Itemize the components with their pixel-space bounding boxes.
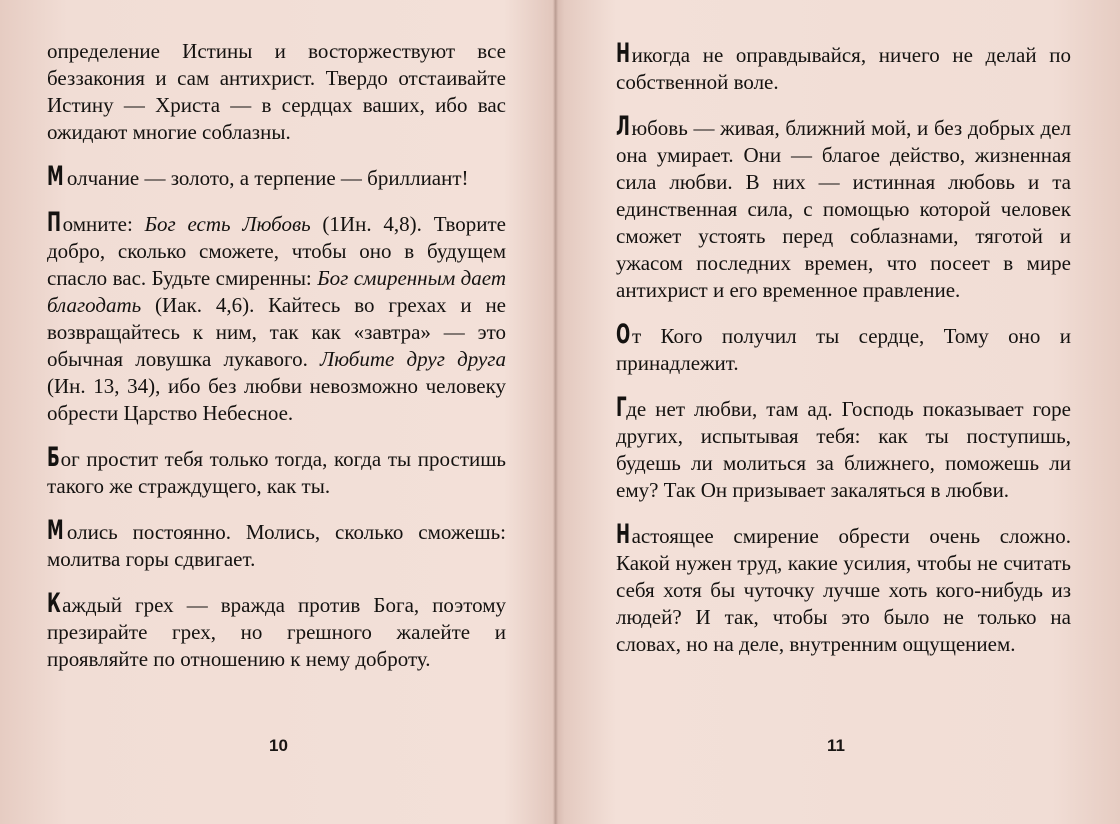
paragraph-text: (Иак. 4,6). Кайтесь во грехах и не возвращайтесь к ним, так как «завтра» — это обычная ловушка лукавого.: [47, 293, 506, 371]
paragraph-text: (1Ин. 4,8). Творите добро, сколько сможете, чтобы оно в будущем спасло вас. Будьте смиренны:: [47, 212, 506, 290]
paragraph-text: икогда не оправдывайся, ничего не делай по собственной воле.: [616, 43, 1071, 94]
paragraph: [47, 207, 506, 427]
scripture-quote: Бог есть Любовь: [144, 212, 311, 236]
scripture-quote: Бог смиренным дает благодать: [47, 266, 506, 317]
left-page: [0, 0, 556, 824]
right-page: [558, 0, 1120, 824]
paragraph: [47, 442, 506, 500]
paragraph: [47, 515, 506, 573]
paragraph-text: аждый грех — вражда против Бога, поэтому презирайте грех, но грешного жалейте и проявляйте по отношению к нему доброту.: [47, 593, 506, 671]
paragraph-text: (Ин. 13, 34), ибо без любви невозможно человеку обрести Царство Небесное.: [47, 374, 506, 425]
drop-cap: О: [616, 319, 631, 350]
drop-cap: М: [47, 161, 64, 192]
drop-cap: Г: [616, 392, 627, 423]
paragraph-text: т Кого получил ты сердце, Тому оно и принадлежит.: [616, 324, 1071, 375]
drop-cap: М: [47, 515, 64, 546]
paragraph-text: олчание — золото, а терпение — бриллиант!: [66, 166, 469, 190]
left-page-text: [47, 38, 506, 692]
drop-cap: Л: [616, 111, 630, 142]
paragraph: [616, 38, 1071, 96]
drop-cap: П: [47, 207, 62, 238]
paragraph-text: омните:: [62, 212, 145, 236]
paragraph: [616, 111, 1071, 304]
paragraph: [47, 38, 506, 146]
paragraph-text: юбовь — живая, ближний мой, и без добрых дел она умирает. Они — благое действо, жизненная сила любви. В них — истинная любовь и та единственная сила, с помощью которой человек сможет устоять перед соблазнами, тяготой и ужасом последних времен, что посеет в мире антихрист и его временное правление.: [616, 116, 1071, 302]
right-page-text: [616, 38, 1071, 677]
paragraph-text: астоящее смирение обрести очень сложно. Какой нужен труд, какие усилия, чтобы не считать себя хотя бы чуточку лучше хоть кого-нибудь из людей? И так, чтобы это было не только на словах, но на деле, внутренним ощущением.: [616, 524, 1071, 656]
scripture-quote: Любите друг друга: [320, 347, 506, 371]
drop-cap: К: [47, 588, 61, 619]
drop-cap: Б: [47, 442, 60, 473]
paragraph: [616, 519, 1071, 658]
paragraph-text: де нет любви, там ад. Господь показывает горе других, испытывая тебя: как ты поступишь, будешь ли молиться за ближнего, поможешь ли ему? Так Он призывает закаляться в любви.: [616, 397, 1071, 502]
right-page-number: 11: [827, 736, 845, 755]
paragraph: [47, 588, 506, 673]
drop-cap: Н: [616, 519, 631, 550]
paragraph: [616, 319, 1071, 377]
paragraph: [47, 161, 506, 192]
paragraph-text: определение Истины и восторжествуют все беззакония и сам антихрист. Твердо отстаивайте Истину — Христа — в сердцах ваших, ибо вас ожидают многие соблазны.: [47, 39, 506, 144]
left-page-number: 10: [269, 736, 288, 755]
paragraph: [616, 392, 1071, 504]
paragraph-text: олись постоянно. Молись, сколько сможешь: молитва горы сдвигает.: [47, 520, 506, 571]
paragraph-text: ог простит тебя только тогда, когда ты простишь такого же страждущего, как ты.: [47, 447, 506, 498]
drop-cap: Н: [616, 38, 631, 69]
